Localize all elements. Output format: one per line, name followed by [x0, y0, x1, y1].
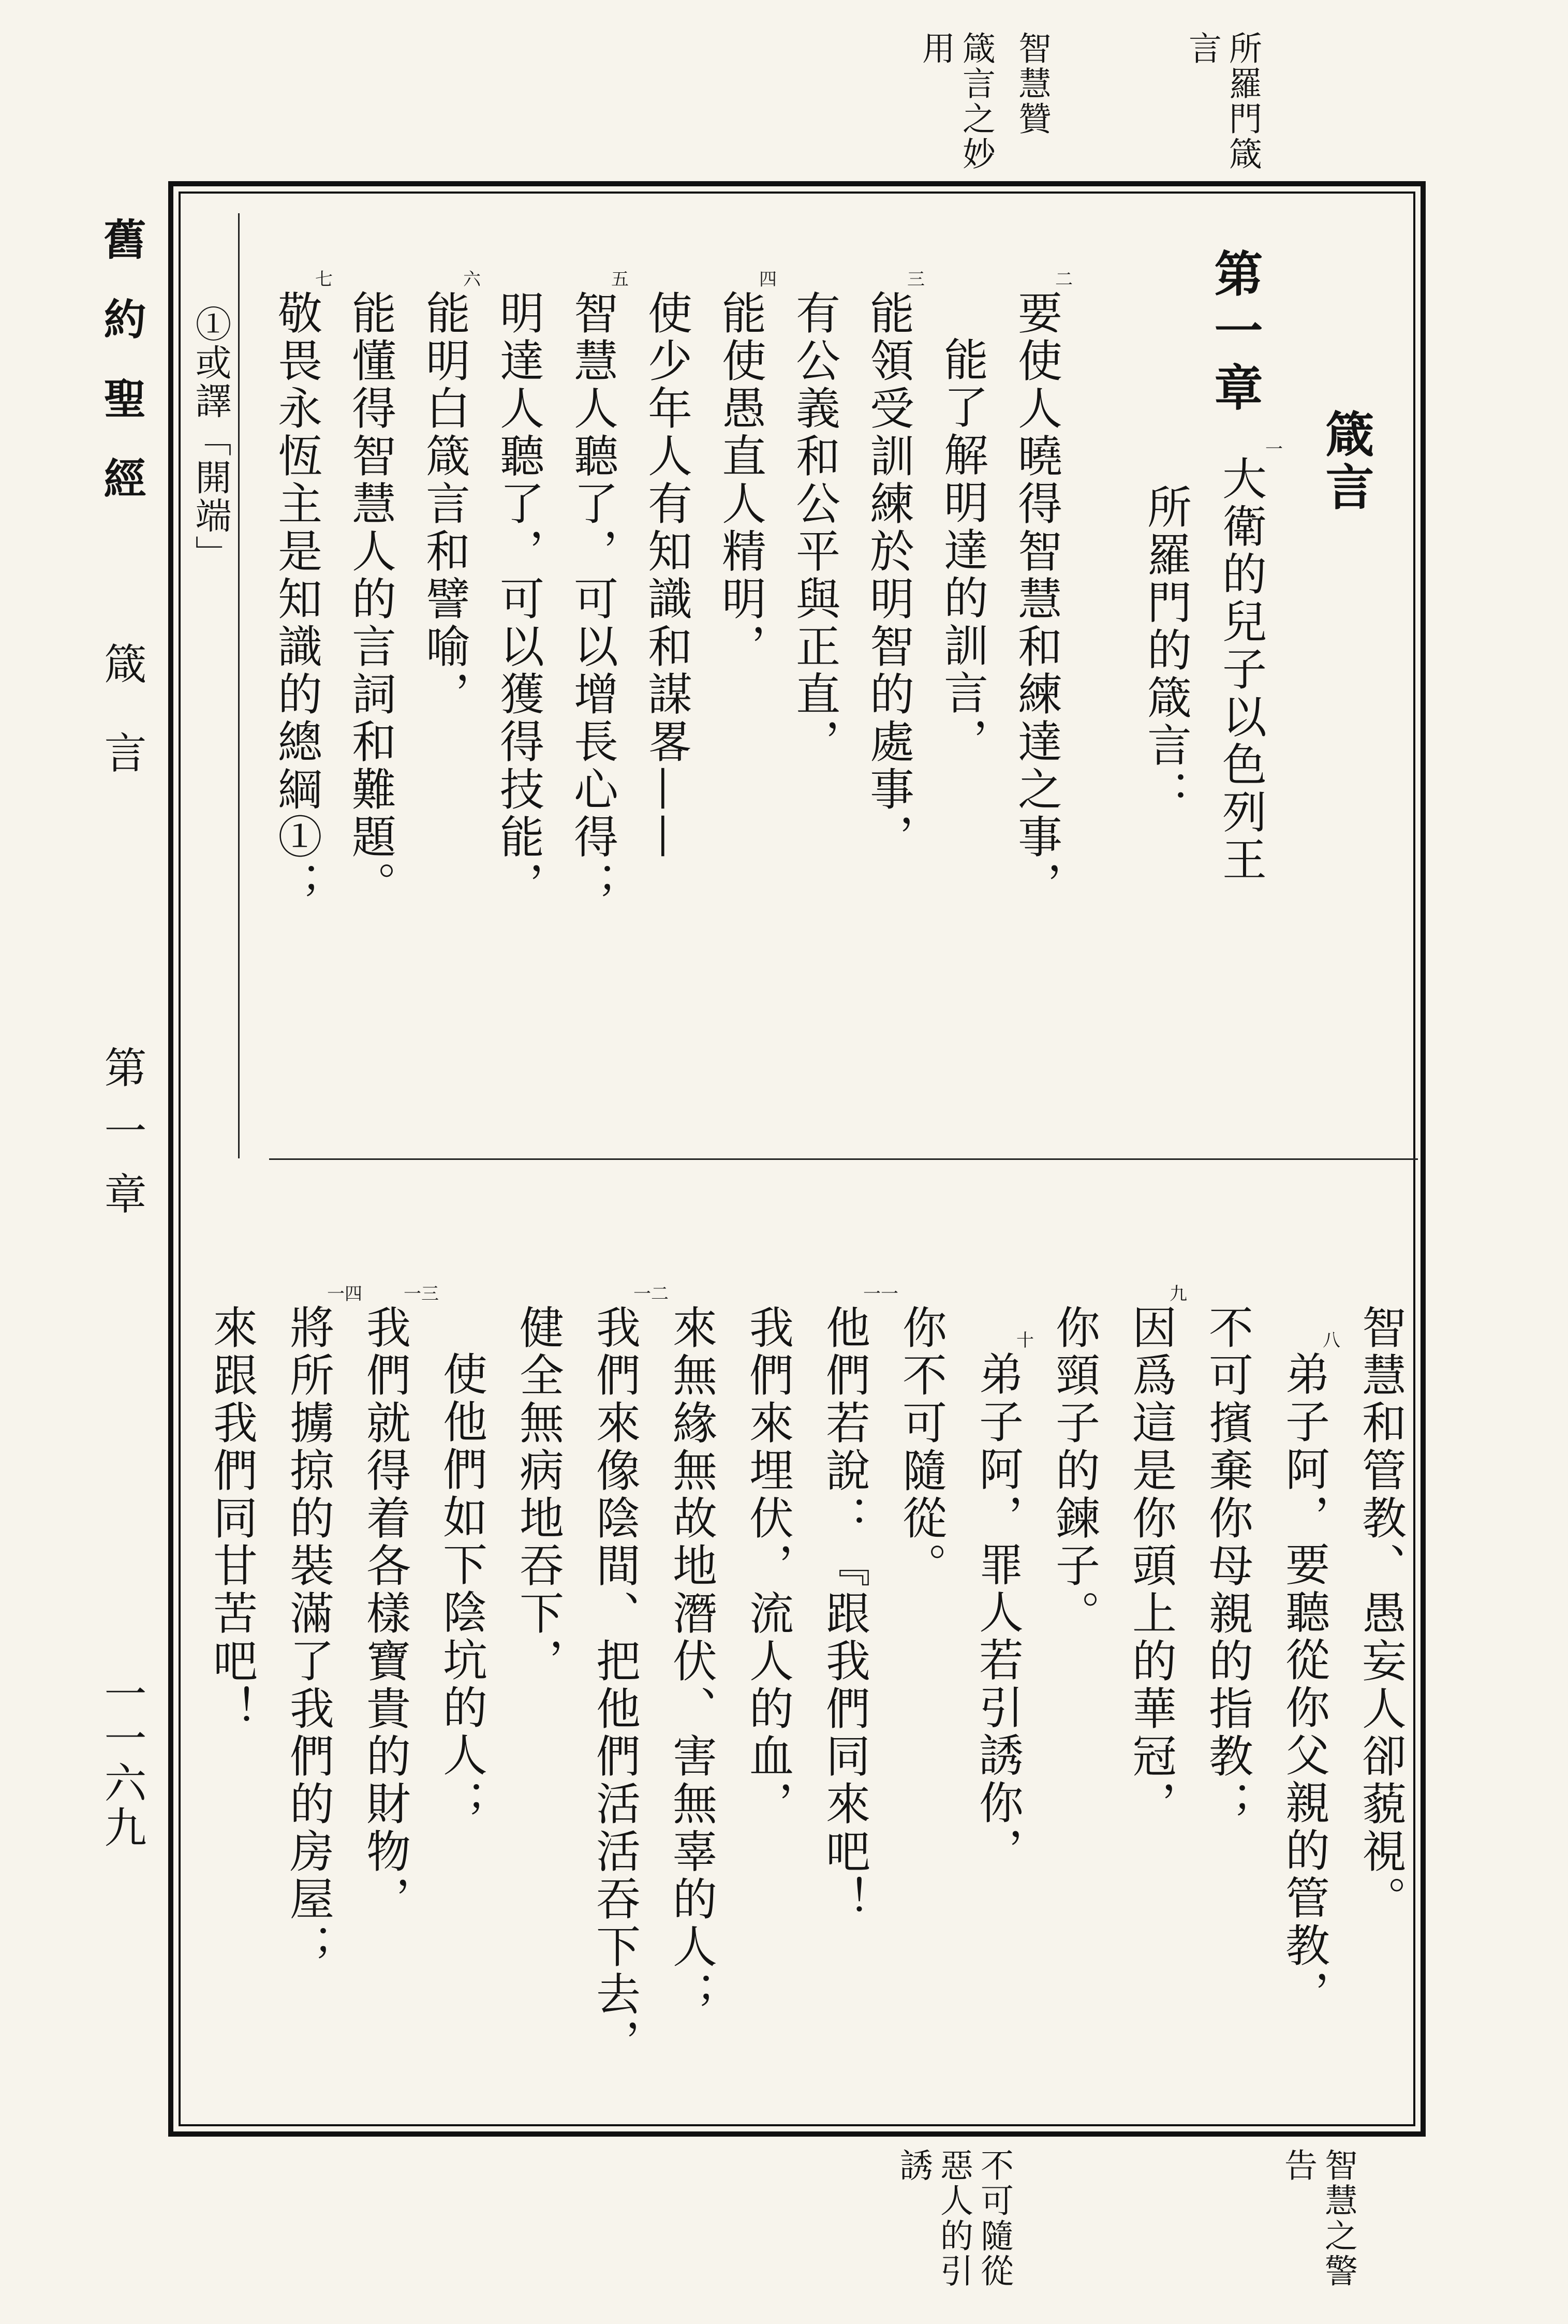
verse-line: 能了解明達的訓言， — [936, 336, 988, 765]
verse-1-line-1: 大衛的兒子以色列王 — [1215, 455, 1266, 884]
verse-line: 不可擯棄你母親的指教； — [1201, 1304, 1253, 1828]
verse-number: 六 — [463, 269, 481, 290]
footnote-divider — [238, 213, 240, 1158]
footnote: ①或譯「開端」 — [189, 305, 232, 573]
verse-line: 使少年人有知識和謀畧—— — [640, 290, 692, 861]
verse-number: 三 — [907, 269, 925, 290]
book-title: 箴言 — [1317, 409, 1374, 514]
verse-number: 七 — [315, 269, 333, 290]
verse-number: 一一 — [863, 1284, 898, 1304]
verse-line: 能領受訓練於明智的處事， — [862, 290, 914, 861]
verse-line: 能明白箴言和譬喻， — [418, 290, 470, 718]
margin-note-use: 箴言之妙用 — [916, 31, 995, 172]
margin-note-dont-follow: 不可隨從惡人的引誘 — [894, 2148, 1013, 2289]
verse-line: 健全無病地吞下， — [512, 1304, 564, 1685]
verse-line: 弟子阿，要聽從你父親的管教， — [1278, 1351, 1329, 2018]
section-divider — [269, 1158, 1418, 1160]
side-chapter: 第一章 — [97, 1046, 146, 1235]
verse-number: 十 — [1016, 1330, 1034, 1351]
verse-line: 你頸子的鍊子。 — [1048, 1304, 1100, 1638]
verse-line: 來無緣無故地潛伏、害無辜的人； — [665, 1304, 717, 2019]
verse-line: 智慧和管教、愚妄人卻藐視。 — [1354, 1304, 1406, 1923]
margin-note-praise: 智慧贊 — [1013, 31, 1051, 137]
verse-line: 因爲這是你頭上的華冠， — [1125, 1304, 1176, 1828]
verse-number: 二 — [1055, 269, 1073, 290]
verse-line: 我們來像陰間、把他們活活吞下去， — [588, 1304, 640, 2066]
verse-line: 我們就得着各樣寶貴的財物， — [359, 1304, 410, 1923]
verse-line: 他們若說：『跟我們同來吧！ — [818, 1304, 870, 1923]
verse-number: 一二 — [633, 1284, 669, 1304]
verse-number: 四 — [759, 269, 777, 290]
verse-number: 一 — [1265, 439, 1283, 460]
verse-line: 將所擄掠的裝滿了我們的房屋； — [282, 1304, 334, 1971]
verse-line: 敬畏永恆主是知識的總綱①； — [270, 290, 322, 909]
verse-number: 五 — [611, 269, 629, 290]
chapter-title: 第一章 — [1206, 248, 1263, 419]
verse-number: 九 — [1170, 1284, 1187, 1304]
verse-line: 使他們如下陰坑的人； — [435, 1351, 487, 1827]
verse-line: 有公義和公平與正直， — [788, 290, 840, 766]
verse-line: 智慧人聽了，可以增長心得； — [566, 290, 618, 909]
verse-line: 弟子阿，罪人若引誘你， — [971, 1351, 1023, 1875]
verse-1-line-2: 所羅門的箴言： — [1140, 484, 1191, 817]
side-book-name: 箴言 — [97, 642, 146, 820]
verse-line: 要使人曉得智慧和練達之事， — [1010, 290, 1062, 909]
page-number: 一一六九 — [97, 1672, 146, 1850]
verse-line: 能使愚直人精明， — [714, 290, 766, 671]
verse-line: 能懂得智慧人的言詞和難題。 — [344, 290, 396, 909]
margin-note-warning: 智慧之警告 — [1279, 2148, 1357, 2289]
verse-number: 八 — [1323, 1330, 1340, 1351]
verse-number: 一四 — [327, 1284, 362, 1304]
verse-line: 來跟我們同甘苦吧！ — [205, 1304, 257, 1733]
verse-number: 一三 — [404, 1284, 439, 1304]
bible-title: 舊約聖經 — [97, 217, 146, 536]
verse-line: 我們來埋伏，流人的血， — [742, 1304, 793, 1828]
verse-line: 明達人聽了，可以獲得技能， — [492, 290, 544, 909]
margin-note-solomon: 所羅門箴言 — [1183, 31, 1262, 172]
verse-line: 你不可隨從。 — [895, 1304, 946, 1590]
